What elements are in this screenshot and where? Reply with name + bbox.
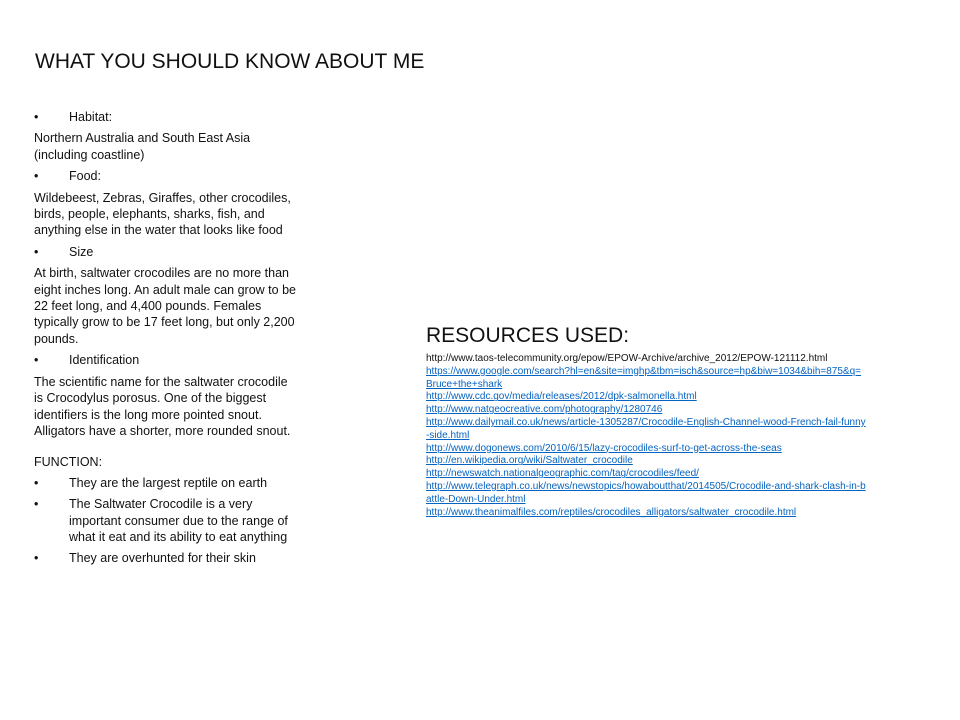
facts-column <box>34 109 296 572</box>
resource-link[interactable]: http://www.dailymail.co.uk/news/article-1305287/Crocodile-English-Channel-wood-French-fail-funny-side.html <box>426 416 866 441</box>
identification-heading: • Identification <box>34 352 296 368</box>
resource-text: http://www.taos-telecommunity.org/epow/EPOW-Archive/archive_2012/EPOW-121112.html <box>426 353 828 364</box>
page-title: WHAT YOU SHOULD KNOW ABOUT ME <box>35 50 425 73</box>
size-heading: • Size <box>34 244 296 260</box>
resource-link[interactable]: http://www.cdc.gov/media/releases/2012/dpk-salmonella.html <box>426 391 697 403</box>
habitat-heading: • Habitat: <box>34 109 296 125</box>
size-text: At birth, saltwater crocodiles are no more than eight inches long. An adult male can grow to be 22 feet long, and 4,400 pounds. Females typically grow to be 17 feet long, but only 2,200 pounds. <box>34 266 296 346</box>
function-item: • They are the largest reptile on earth <box>34 475 296 491</box>
function-item: • The Saltwater Crocodile is a very important consumer due to the range of what it eat and its ability to eat anything <box>34 496 296 545</box>
resource-link[interactable]: https://www.google.com/search?hl=en&site=imghp&tbm=isch&source=hp&biw=1034&bih=875&q=Bruce+the+shark <box>426 365 861 390</box>
resource-link[interactable]: http://www.telegraph.co.uk/news/newstopics/howaboutthat/2014505/Crocodile-and-shark-clash-in-battle-Down-Under.html <box>426 480 866 505</box>
resource-link[interactable]: http://www.natgeocreative.com/photography/1280746 <box>426 404 663 416</box>
resource-link[interactable]: http://en.wikipedia.org/wiki/Saltwater_crocodile <box>426 455 633 467</box>
resources-list <box>426 353 866 519</box>
food-heading: • Food: <box>34 168 296 184</box>
resource-link[interactable]: http://www.theanimalfiles.com/reptiles/crocodiles_alligators/saltwater_crocodile.html <box>426 506 797 518</box>
resources-section <box>426 322 866 519</box>
resource-link[interactable]: http://newswatch.nationalgeographic.com/tag/crocodiles/feed/ <box>426 468 699 480</box>
resource-link[interactable]: http://www.dogonews.com/2010/6/15/lazy-crocodiles-surf-to-get-across-the-seas <box>426 442 782 454</box>
food-text: Wildebeest, Zebras, Giraffes, other crocodiles, birds, people, elephants, sharks, fish, and anything else in the water that looks like food <box>34 190 291 238</box>
habitat-text: Northern Australia and South East Asia (including coastline) <box>34 131 251 162</box>
function-item: • They are overhunted for their skin <box>34 550 296 566</box>
resources-title: RESOURCES USED: <box>426 324 630 347</box>
identification-text: The scientific name for the saltwater crocodile is Crocodylus porosus. One of the biggest identifiers is the long more pointed snout. Alligators have a shorter, more rounded snout. <box>34 374 291 438</box>
function-label: FUNCTION: <box>34 455 103 470</box>
